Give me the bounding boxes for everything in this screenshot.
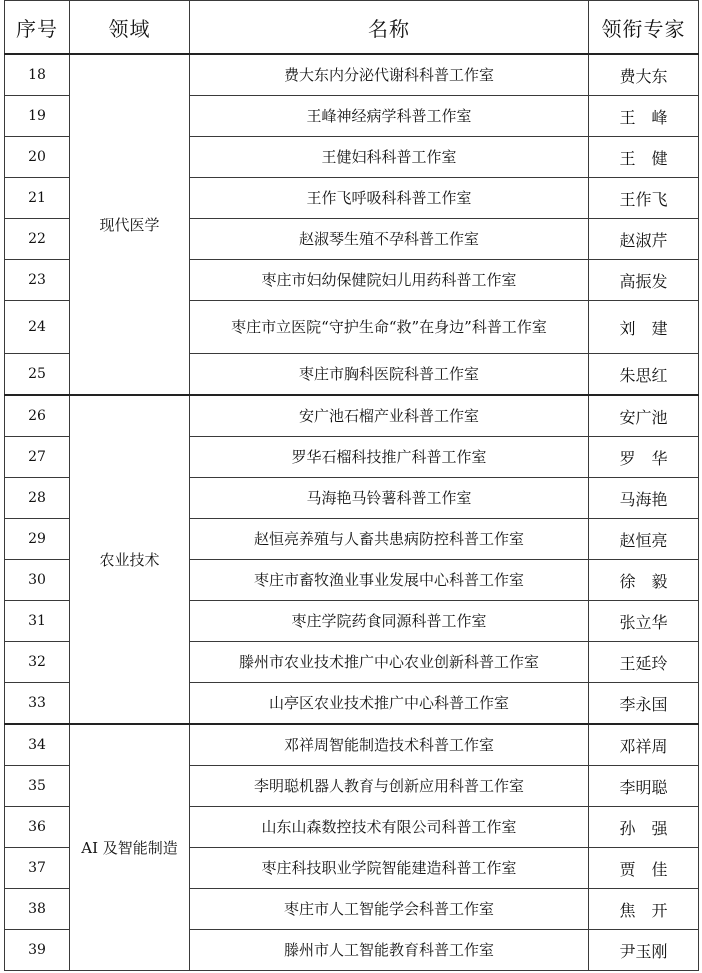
row-idx: 31: [5, 601, 70, 642]
row-name: 罗华石榴科技推广科普工作室: [190, 437, 589, 478]
row-name: 枣庄市人工智能学会科普工作室: [190, 889, 589, 930]
row-idx: 35: [5, 766, 70, 807]
table-row: [5, 54, 699, 96]
row-idx: 22: [5, 219, 70, 260]
row-idx: 23: [5, 260, 70, 301]
studio-table: [4, 0, 699, 971]
row-name: 王作飞呼吸科科普工作室: [190, 178, 589, 219]
row-idx: 33: [5, 683, 70, 725]
row-idx: 36: [5, 807, 70, 848]
row-name: 赵淑琴生殖不孕科普工作室: [190, 219, 589, 260]
row-name: 王健妇科科普工作室: [190, 137, 589, 178]
row-idx: 21: [5, 178, 70, 219]
table-body: [5, 54, 699, 971]
row-expert: 赵恒亮: [589, 519, 699, 560]
row-expert: 王 健: [589, 137, 699, 178]
row-expert: 王作飞: [589, 178, 699, 219]
row-expert: 高振发: [589, 260, 699, 301]
row-expert: 贾 佳: [589, 848, 699, 889]
row-expert: 安广池: [589, 395, 699, 437]
row-idx: 30: [5, 560, 70, 601]
row-idx: 38: [5, 889, 70, 930]
row-expert: 朱思红: [589, 354, 699, 396]
row-name: 枣庄学院药食同源科普工作室: [190, 601, 589, 642]
row-expert: 王延玲: [589, 642, 699, 683]
row-name: 邓祥周智能制造技术科普工作室: [190, 724, 589, 766]
row-name: 枣庄科技职业学院智能建造科普工作室: [190, 848, 589, 889]
row-idx: 37: [5, 848, 70, 889]
field-cell: 农业技术: [70, 395, 190, 724]
row-expert: 焦 开: [589, 889, 699, 930]
row-idx: 25: [5, 354, 70, 396]
row-expert: 罗 华: [589, 437, 699, 478]
row-idx: 20: [5, 137, 70, 178]
header-name: 名称: [190, 1, 589, 55]
row-name: 费大东内分泌代谢科科普工作室: [190, 54, 589, 96]
field-cell: AI 及智能制造: [70, 724, 190, 971]
row-idx: 27: [5, 437, 70, 478]
row-name: 枣庄市胸科医院科普工作室: [190, 354, 589, 396]
row-name: 山东山森数控技术有限公司科普工作室: [190, 807, 589, 848]
row-idx: 34: [5, 724, 70, 766]
header-field: 领域: [70, 1, 190, 55]
row-expert: 王 峰: [589, 96, 699, 137]
row-name: 马海艳马铃薯科普工作室: [190, 478, 589, 519]
row-idx: 32: [5, 642, 70, 683]
header-expert: 领衔专家: [589, 1, 699, 55]
row-name: 赵恒亮养殖与人畜共患病防控科普工作室: [190, 519, 589, 560]
field-cell: 现代医学: [70, 54, 190, 395]
row-expert: 张立华: [589, 601, 699, 642]
row-name: 枣庄市立医院“守护生命“救”在身边”科普工作室: [190, 301, 589, 354]
table-row: [5, 724, 699, 766]
table-header: [5, 1, 699, 55]
row-name: 枣庄市妇幼保健院妇儿用药科普工作室: [190, 260, 589, 301]
table-row: [5, 395, 699, 437]
row-idx: 24: [5, 301, 70, 354]
row-expert: 马海艳: [589, 478, 699, 519]
row-idx: 18: [5, 54, 70, 96]
row-expert: 徐 毅: [589, 560, 699, 601]
row-idx: 29: [5, 519, 70, 560]
row-expert: 李明聪: [589, 766, 699, 807]
row-idx: 19: [5, 96, 70, 137]
row-name: 滕州市农业技术推广中心农业创新科普工作室: [190, 642, 589, 683]
row-name: 王峰神经病学科普工作室: [190, 96, 589, 137]
row-name: 安广池石榴产业科普工作室: [190, 395, 589, 437]
row-name: 枣庄市畜牧渔业事业发展中心科普工作室: [190, 560, 589, 601]
row-idx: 26: [5, 395, 70, 437]
row-expert: 尹玉刚: [589, 930, 699, 971]
row-expert: 李永国: [589, 683, 699, 725]
row-expert: 刘 建: [589, 301, 699, 354]
header-row: [5, 1, 699, 55]
document-page: [4, 0, 699, 971]
row-expert: 孙 强: [589, 807, 699, 848]
row-expert: 赵淑芹: [589, 219, 699, 260]
row-expert: 费大东: [589, 54, 699, 96]
row-name: 李明聪机器人教育与创新应用科普工作室: [190, 766, 589, 807]
row-name: 山亭区农业技术推广中心科普工作室: [190, 683, 589, 725]
row-idx: 28: [5, 478, 70, 519]
header-idx: 序号: [5, 1, 70, 55]
row-idx: 39: [5, 930, 70, 971]
row-expert: 邓祥周: [589, 724, 699, 766]
row-name: 滕州市人工智能教育科普工作室: [190, 930, 589, 971]
